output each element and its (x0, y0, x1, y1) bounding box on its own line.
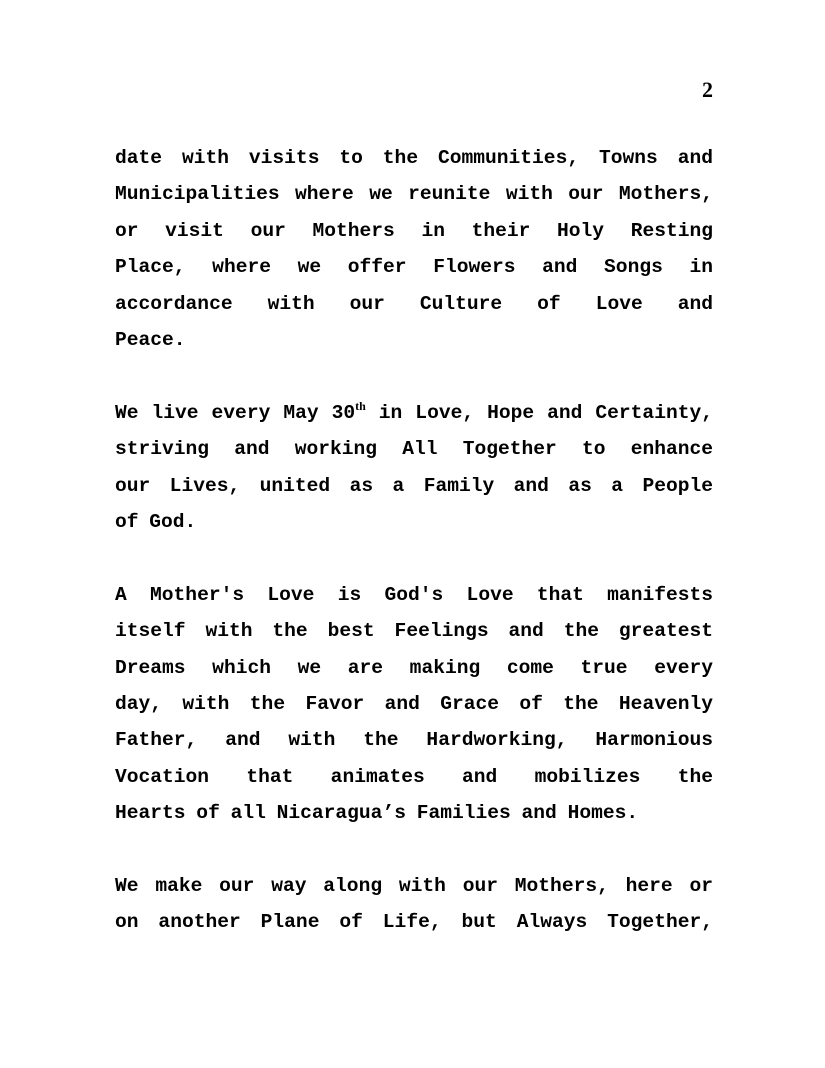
text-line: or visit our Mothers in their Holy Resting (115, 219, 713, 242)
text-line: accordance with our Culture of Love and (115, 292, 713, 315)
ordinal-suffix: th (355, 398, 366, 413)
text-fragment: We live every May 30 (115, 401, 356, 424)
text-line: Hearts of all Nicaragua’s Families and Homes. (115, 802, 639, 825)
page-number: 2 (702, 77, 713, 102)
paragraph-4 (115, 868, 713, 941)
paragraph-3 (115, 577, 713, 832)
paragraph-1 (115, 140, 713, 358)
text-line: Dreams which we are making come true every (115, 656, 713, 679)
paragraph-2 (115, 395, 713, 541)
text-line: Peace. (115, 329, 186, 352)
text-line: itself with the best Feelings and the greatest (115, 620, 713, 643)
text-line: A Mother's Love is God's Love that manifests (115, 583, 713, 606)
text-line: of God. (115, 511, 197, 534)
text-line (115, 395, 713, 431)
text-line: date with visits to the Communities, Towns and (115, 147, 713, 169)
document-body (115, 140, 713, 941)
text-line: Vocation that animates and mobilizes the (115, 765, 713, 788)
text-line: Place, where we offer Flowers and Songs in (115, 256, 713, 279)
text-line: Municipalities where we reunite with our Mothers, (115, 183, 713, 206)
text-line: our Lives, united as a Family and as a People (115, 474, 713, 497)
text-line: Father, and with the Hardworking, Harmonious (115, 729, 713, 752)
text-fragment: in Love, Hope and Certainty, (365, 401, 713, 424)
text-line: We make our way along with our Mothers, here or (115, 875, 713, 898)
text-line: striving and working All Together to enhance (115, 438, 713, 461)
text-line: on another Plane of Life, but Always Together, (115, 911, 713, 934)
text-line: day, with the Favor and Grace of the Heavenly (115, 693, 713, 716)
